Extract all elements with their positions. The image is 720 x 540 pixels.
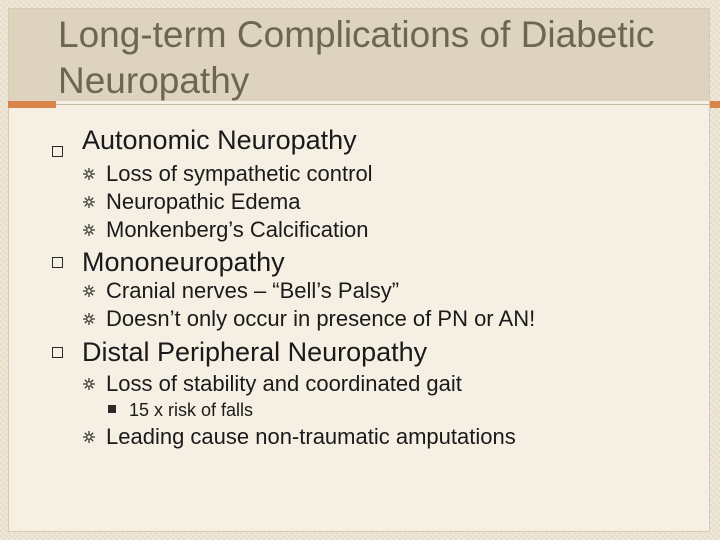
slide-title: Long-term Complications of Diabetic Neuropathy	[58, 14, 655, 101]
list-item: Loss of stability and coordinated gait	[106, 371, 462, 396]
list-item: Neuropathic Edema	[106, 189, 301, 214]
starburst-bullet-icon	[82, 167, 96, 181]
starburst-bullet-icon	[82, 195, 96, 209]
starburst-bullet-icon	[82, 223, 96, 237]
list-item: Monkenberg’s Calcification	[106, 217, 369, 242]
sub-list-item: 15 x risk of falls	[129, 400, 254, 420]
square-bullet-icon	[52, 347, 63, 358]
starburst-bullet-icon	[82, 430, 96, 444]
starburst-bullet-icon	[82, 377, 96, 391]
list-item: Doesn’t only occur in presence of PN or AN!	[106, 306, 536, 331]
list-item: Leading cause non-traumatic amputations	[106, 424, 516, 449]
square-bullet-icon	[52, 146, 63, 157]
starburst-bullet-icon	[82, 312, 96, 326]
list-item: Cranial nerves – “Bell’s Palsy”	[106, 278, 400, 303]
list-item: Loss of sympathetic control	[106, 161, 373, 186]
section-heading-autonomic: Autonomic Neuropathy	[82, 125, 357, 155]
section-heading-mononeuropathy: Mononeuropathy	[82, 247, 285, 277]
starburst-bullet-icon	[82, 284, 96, 298]
square-bullet-icon	[52, 257, 63, 268]
filled-square-bullet-icon	[108, 405, 116, 413]
section-heading-distal: Distal Peripheral Neuropathy	[82, 337, 428, 367]
